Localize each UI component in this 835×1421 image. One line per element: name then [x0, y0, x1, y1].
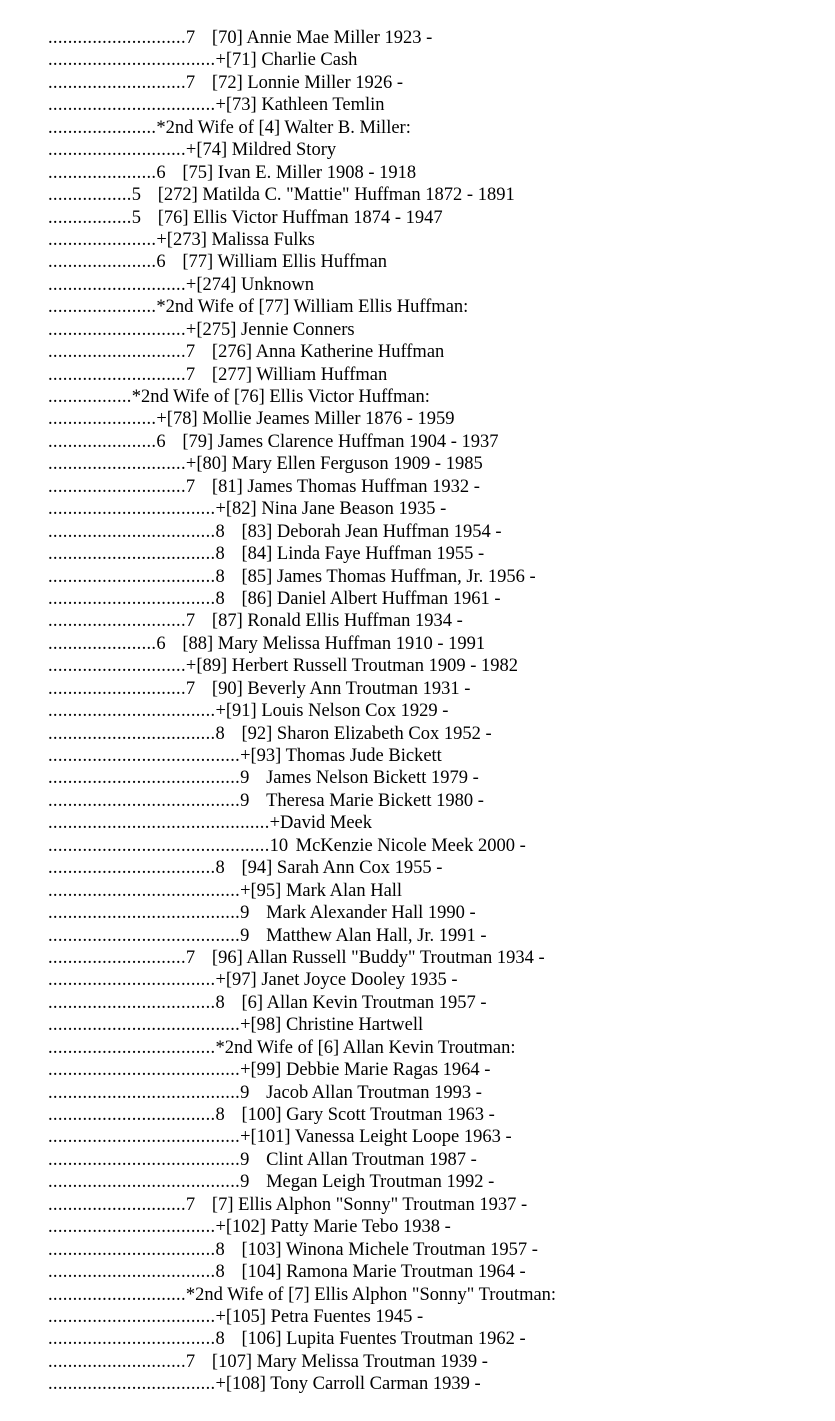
spouse-entry: +[97] Janet Joyce Dooley 1935 -: [215, 970, 458, 991]
person-entry: [104] Ramona Marie Troutman 1964 -: [241, 1262, 526, 1283]
indent-leader-dots: ............................: [48, 947, 186, 968]
descendant-line: [48, 678, 556, 700]
descendant-line: [48, 633, 556, 655]
generation-number: 9: [240, 1172, 250, 1193]
indent-leader-dots: .......................................: [48, 1127, 241, 1148]
indent-leader-dots: ............................: [48, 28, 186, 48]
person-entry: [77] William Ellis Huffman: [182, 252, 387, 273]
descendant-line: [48, 723, 556, 745]
descendant-line: [48, 1351, 556, 1373]
descendant-line: [48, 767, 556, 789]
person-entry: [100] Gary Scott Troutman 1963 -: [241, 1105, 495, 1125]
descendant-line: [48, 27, 556, 49]
descendant-line: [48, 992, 556, 1014]
person-entry: Clint Allan Troutman 1987 -: [266, 1149, 477, 1170]
indent-leader-dots: ......................: [48, 431, 157, 452]
person-entry: [86] Daniel Albert Huffman 1961 -: [241, 588, 501, 609]
indent-leader-dots: ............................: [48, 274, 186, 295]
descendant-line: [48, 408, 556, 430]
descendant-line: [48, 700, 556, 722]
generation-number: 8: [215, 544, 225, 565]
spouse-entry: +[93] Thomas Jude Bickett: [240, 746, 442, 766]
descendant-line: [48, 229, 556, 251]
descendant-line: [48, 139, 556, 161]
generation-number: 7: [185, 476, 196, 497]
descendant-line: [48, 790, 556, 812]
person-entry: [75] Ivan E. Miller 1908 - 1918: [182, 162, 417, 183]
person-entry: [81] James Thomas Huffman 1932 -: [211, 476, 480, 497]
spouse-entry: +[274] Unknown: [185, 274, 315, 295]
descendant-line: [48, 610, 556, 632]
person-entry: [6] Allan Kevin Troutman 1957 -: [241, 992, 487, 1013]
descendant-line: [48, 588, 556, 610]
descendant-line: [48, 1104, 556, 1126]
indent-leader-dots: .......................................: [48, 903, 241, 924]
indent-leader-dots: ............................: [48, 140, 186, 161]
descendant-line: [48, 1082, 556, 1104]
person-entry: [90] Beverly Ann Troutman 1931 -: [211, 678, 471, 699]
descendant-line: [48, 745, 556, 767]
person-entry: [83] Deborah Jean Huffman 1954 -: [241, 521, 502, 542]
generation-number: 7: [185, 72, 196, 93]
spouse-entry: +[99] Debbie Marie Ragas 1964 -: [240, 1060, 491, 1081]
generation-number: 8: [215, 1239, 225, 1260]
generation-number: 8: [215, 723, 225, 744]
person-entry: [87] Ronald Ellis Huffman 1934 -: [211, 611, 463, 632]
descendant-line: [48, 476, 556, 498]
indent-leader-dots: .......................................: [48, 1082, 241, 1103]
indent-leader-dots: ......................: [48, 252, 157, 273]
descendant-line: [48, 498, 556, 520]
descendant-line: [48, 543, 556, 565]
indent-leader-dots: .............................................: [48, 813, 270, 834]
indent-leader-dots: ............................: [48, 319, 186, 340]
person-entry: [94] Sarah Ann Cox 1955 -: [241, 858, 443, 879]
person-entry: Megan Leigh Troutman 1992 -: [266, 1172, 495, 1193]
generation-number: 6: [156, 162, 166, 183]
generation-number: 6: [156, 252, 166, 273]
indent-leader-dots: ......................: [48, 297, 157, 318]
generation-number: 8: [215, 588, 225, 609]
spouse-entry: +[95] Mark Alan Hall: [240, 880, 403, 901]
descendant-line: [48, 521, 556, 543]
descendant-line: [48, 274, 556, 296]
indent-leader-dots: ............................: [48, 342, 186, 363]
indent-leader-dots: ..................................: [48, 1037, 216, 1058]
generation-number: 8: [215, 1329, 225, 1350]
descendant-line: [48, 902, 556, 924]
descendant-line: [48, 1059, 556, 1081]
descendant-line: [48, 947, 556, 969]
generation-number: 8: [215, 858, 225, 879]
descendant-line: [48, 386, 556, 408]
generation-number: 9: [240, 903, 250, 924]
generation-number: 7: [185, 678, 196, 699]
descendant-line: [48, 857, 556, 879]
generation-number: 9: [240, 925, 250, 946]
generation-number: 7: [185, 364, 196, 385]
person-entry: [276] Anna Katherine Huffman: [211, 342, 445, 363]
spouse-entry: +[73] Kathleen Temlin: [215, 95, 385, 116]
indent-leader-dots: ..................................: [48, 521, 216, 542]
indent-leader-dots: ......................: [48, 633, 157, 654]
indent-leader-dots: ..................................: [48, 1374, 216, 1395]
additional-spouse-heading: *2nd Wife of [77] William Ellis Huffman:: [156, 297, 469, 318]
generation-number: 9: [240, 1149, 250, 1170]
person-entry: [7] Ellis Alphon "Sonny" Troutman 1937 -: [211, 1194, 528, 1215]
generation-number: 9: [240, 790, 250, 811]
generation-number: 7: [185, 28, 196, 48]
generation-number: 8: [215, 1105, 225, 1125]
descendant-line: [48, 117, 556, 139]
person-entry: Matthew Alan Hall, Jr. 1991 -: [266, 925, 487, 946]
indent-leader-dots: ..................................: [48, 858, 216, 879]
generation-number: 6: [156, 431, 166, 452]
person-entry: Mark Alexander Hall 1990 -: [266, 903, 476, 924]
indent-leader-dots: ..................................: [48, 970, 216, 991]
descendant-line: [48, 566, 556, 588]
spouse-entry: +[108] Tony Carroll Carman 1939 -: [215, 1374, 481, 1395]
person-entry: Theresa Marie Bickett 1980 -: [266, 790, 484, 811]
descendant-line: [48, 162, 556, 184]
indent-leader-dots: .......................................: [48, 880, 241, 901]
generation-number: 10: [269, 835, 289, 856]
indent-leader-dots: ..................................: [48, 499, 216, 520]
descendant-line: [48, 1149, 556, 1171]
indent-leader-dots: ............................: [48, 1284, 186, 1305]
person-entry: [92] Sharon Elizabeth Cox 1952 -: [241, 723, 492, 744]
indent-leader-dots: ..................................: [48, 544, 216, 565]
descendant-line: [48, 207, 556, 229]
descendant-line: [48, 453, 556, 475]
spouse-entry: +[71] Charlie Cash: [215, 50, 358, 71]
indent-leader-dots: ............................: [48, 611, 186, 632]
spouse-entry: +[80] Mary Ellen Ferguson 1909 - 1985: [185, 454, 483, 475]
descendant-line: [48, 364, 556, 386]
descendant-line: [48, 1194, 556, 1216]
descendant-line: [48, 1328, 556, 1350]
descendant-line: [48, 72, 556, 94]
descendant-line: [48, 1284, 556, 1306]
descendant-line: [48, 1014, 556, 1036]
generation-number: 8: [215, 992, 225, 1013]
generation-number: 8: [215, 566, 225, 587]
generation-number: 7: [185, 611, 196, 632]
generation-number: 8: [215, 521, 225, 542]
spouse-entry: +[102] Patty Marie Tebo 1938 -: [215, 1217, 451, 1238]
spouse-entry: +[78] Mollie Jeames Miller 1876 - 1959: [156, 409, 455, 430]
generation-number: 5: [131, 207, 141, 228]
indent-leader-dots: ..................................: [48, 1262, 216, 1283]
additional-spouse-heading: *2nd Wife of [7] Ellis Alphon "Sonny" Troutman:: [185, 1284, 557, 1305]
genealogy-listing: [48, 27, 556, 1396]
indent-leader-dots: ............................: [48, 454, 186, 475]
indent-leader-dots: .............................................: [48, 835, 270, 856]
indent-leader-dots: ............................: [48, 678, 186, 699]
generation-number: 8: [215, 1262, 225, 1283]
descendant-line: [48, 835, 556, 857]
additional-spouse-heading: *2nd Wife of [76] Ellis Victor Huffman:: [131, 387, 430, 407]
indent-leader-dots: .......................................: [48, 1060, 241, 1081]
person-entry: [103] Winona Michele Troutman 1957 -: [241, 1239, 538, 1260]
indent-leader-dots: ..................................: [48, 1306, 216, 1327]
indent-leader-dots: ......................: [48, 162, 157, 183]
person-entry: [277] William Huffman: [211, 364, 388, 385]
person-entry: [79] James Clarence Huffman 1904 - 1937: [182, 431, 499, 452]
person-entry: [88] Mary Melissa Huffman 1910 - 1991: [182, 633, 486, 654]
descendant-line: [48, 319, 556, 341]
person-entry: [272] Matilda C. "Mattie" Huffman 1872 - 1891: [157, 185, 515, 206]
person-entry: [70] Annie Mae Miller 1923 -: [211, 28, 433, 48]
indent-leader-dots: .......................................: [48, 790, 241, 811]
indent-leader-dots: .................: [48, 387, 132, 407]
indent-leader-dots: ..................................: [48, 566, 216, 587]
descendant-line: [48, 1373, 556, 1395]
person-entry: [85] James Thomas Huffman, Jr. 1956 -: [241, 566, 536, 587]
generation-number: 7: [185, 1194, 196, 1215]
generation-number: 7: [185, 947, 196, 968]
indent-leader-dots: ..................................: [48, 1329, 216, 1350]
indent-leader-dots: .................: [48, 185, 132, 206]
spouse-entry: +[101] Vanessa Leight Loope 1963 -: [240, 1127, 512, 1148]
person-entry: [84] Linda Faye Huffman 1955 -: [241, 544, 485, 565]
generation-number: 9: [240, 768, 250, 789]
generation-number: 7: [185, 1351, 196, 1372]
spouse-entry: +[105] Petra Fuentes 1945 -: [215, 1306, 424, 1327]
spouse-entry: +[74] Mildred Story: [185, 140, 337, 161]
indent-leader-dots: .......................................: [48, 1015, 241, 1036]
indent-leader-dots: ......................: [48, 229, 157, 250]
person-entry: [107] Mary Melissa Troutman 1939 -: [211, 1351, 488, 1372]
indent-leader-dots: .......................................: [48, 768, 241, 789]
indent-leader-dots: .......................................: [48, 1149, 241, 1170]
person-entry: James Nelson Bickett 1979 -: [266, 768, 479, 789]
descendant-line: [48, 1216, 556, 1238]
indent-leader-dots: ............................: [48, 656, 186, 677]
descendant-line: [48, 969, 556, 991]
descendant-line: [48, 296, 556, 318]
indent-leader-dots: ..................................: [48, 1239, 216, 1260]
indent-leader-dots: ..................................: [48, 723, 216, 744]
person-entry: Jacob Allan Troutman 1993 -: [266, 1082, 482, 1103]
indent-leader-dots: ..................................: [48, 1105, 216, 1125]
indent-leader-dots: ............................: [48, 1351, 186, 1372]
spouse-entry: +[82] Nina Jane Beason 1935 -: [215, 499, 447, 520]
descendant-line: [48, 880, 556, 902]
indent-leader-dots: .................: [48, 207, 132, 228]
indent-leader-dots: ............................: [48, 1194, 186, 1215]
indent-leader-dots: ..................................: [48, 701, 216, 722]
indent-leader-dots: ..................................: [48, 1217, 216, 1238]
person-entry: [96] Allan Russell "Buddy" Troutman 1934 -: [211, 947, 545, 968]
spouse-entry: +[91] Louis Nelson Cox 1929 -: [215, 701, 449, 722]
indent-leader-dots: ............................: [48, 476, 186, 497]
descendant-line: [48, 925, 556, 947]
descendant-line: [48, 49, 556, 71]
descendant-line: [48, 1261, 556, 1283]
descendant-line: [48, 431, 556, 453]
additional-spouse-heading: *2nd Wife of [4] Walter B. Miller:: [156, 117, 411, 138]
additional-spouse-heading: *2nd Wife of [6] Allan Kevin Troutman:: [215, 1037, 516, 1058]
indent-leader-dots: ............................: [48, 72, 186, 93]
indent-leader-dots: .......................................: [48, 746, 241, 766]
descendant-line: [48, 1306, 556, 1328]
person-entry: [76] Ellis Victor Huffman 1874 - 1947: [157, 207, 443, 228]
indent-leader-dots: ......................: [48, 117, 157, 138]
descendant-line: [48, 1239, 556, 1261]
descendant-line: [48, 1037, 556, 1059]
indent-leader-dots: ..................................: [48, 95, 216, 116]
indent-leader-dots: ......................: [48, 409, 157, 430]
descendant-line: [48, 655, 556, 677]
generation-number: 7: [185, 342, 196, 363]
spouse-entry: +[275] Jennie Conners: [185, 319, 355, 340]
indent-leader-dots: ..................................: [48, 50, 216, 71]
person-entry: McKenzie Nicole Meek 2000 -: [295, 835, 526, 856]
person-entry: [72] Lonnie Miller 1926 -: [211, 72, 404, 93]
generation-number: 5: [131, 185, 141, 206]
indent-leader-dots: ..................................: [48, 992, 216, 1013]
indent-leader-dots: ..................................: [48, 588, 216, 609]
spouse-entry: +[89] Herbert Russell Troutman 1909 - 1982: [185, 656, 519, 677]
descendant-line: [48, 184, 556, 206]
descendant-line: [48, 812, 556, 834]
spouse-entry: +[273] Malissa Fulks: [156, 229, 315, 250]
descendant-line: [48, 94, 556, 116]
descendant-line: [48, 1126, 556, 1148]
descendant-line: [48, 251, 556, 273]
indent-leader-dots: .......................................: [48, 1172, 241, 1193]
descendant-line: [48, 1171, 556, 1193]
person-entry: [106] Lupita Fuentes Troutman 1962 -: [241, 1329, 526, 1350]
indent-leader-dots: ............................: [48, 364, 186, 385]
indent-leader-dots: .......................................: [48, 925, 241, 946]
spouse-entry: +[98] Christine Hartwell: [240, 1015, 424, 1036]
descendant-line: [48, 341, 556, 363]
spouse-entry: +David Meek: [269, 813, 373, 834]
generation-number: 6: [156, 633, 166, 654]
generation-number: 9: [240, 1082, 250, 1103]
